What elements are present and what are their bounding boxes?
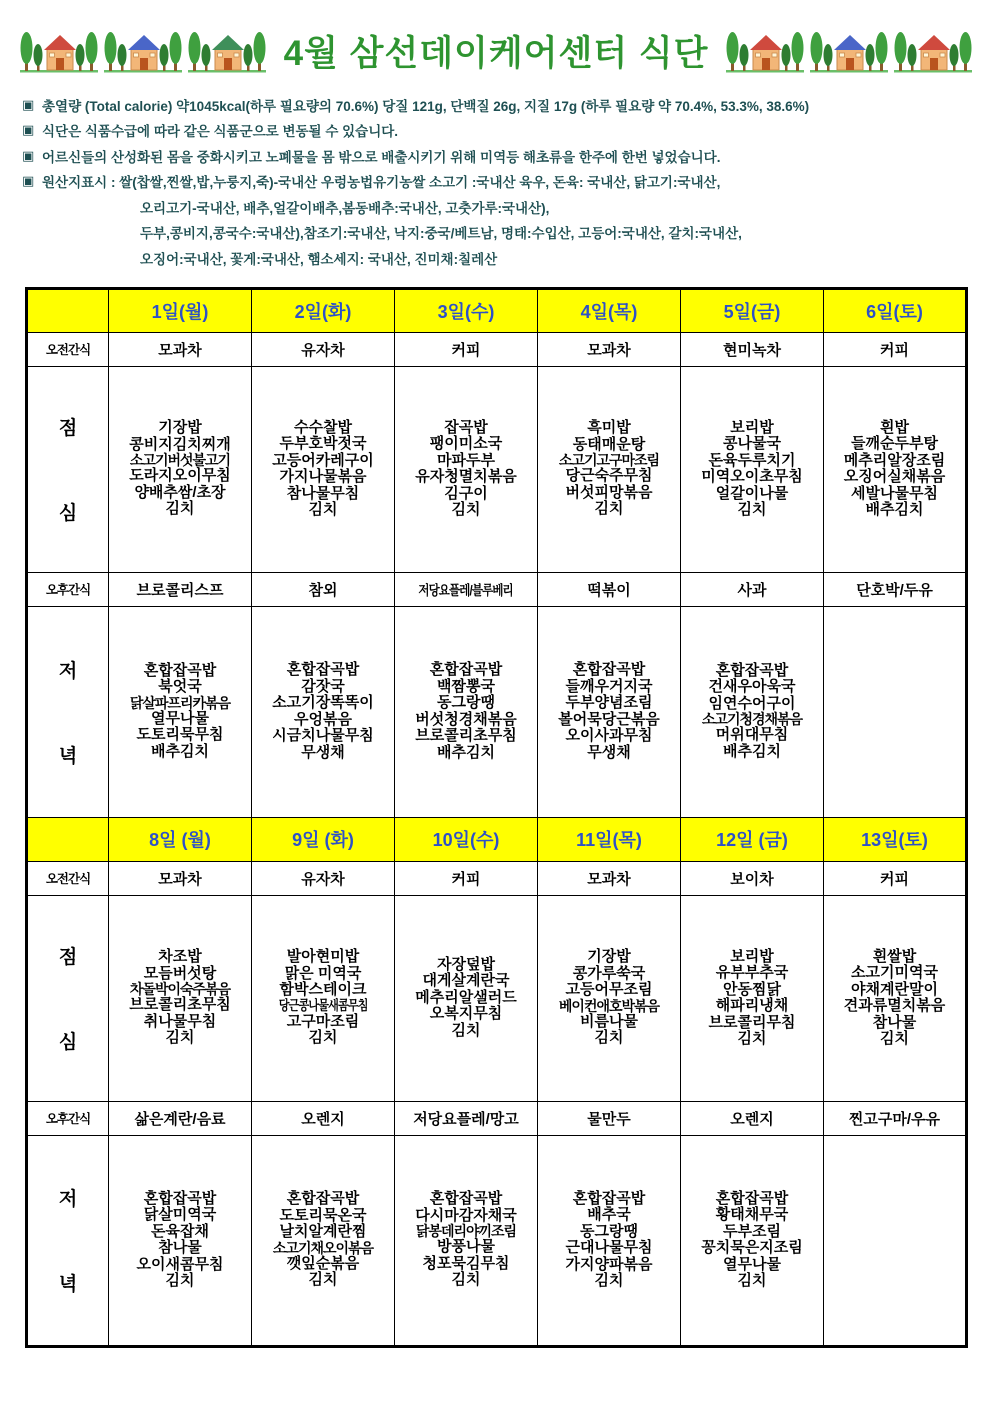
menu-item: 마파두부 bbox=[437, 451, 495, 469]
menu-cell bbox=[252, 1135, 395, 1346]
snack-text: 현미녹차 bbox=[723, 341, 781, 359]
snack-cell bbox=[824, 1101, 967, 1135]
menu-item: 돈육두루치기 bbox=[708, 451, 796, 469]
snack-text: 커피 bbox=[451, 341, 481, 359]
menu-item: 닭봉데리야끼조림 bbox=[415, 1223, 517, 1240]
menu-item: 혼합잡곡밥 bbox=[143, 661, 217, 679]
menu-item: 두부호박젓국 bbox=[279, 435, 367, 452]
note-text: 식단은 식품수급에 따라 같은 식품군으로 변동될 수 있습니다. bbox=[42, 124, 399, 140]
menu-item: 고등어카레구이 bbox=[272, 451, 374, 469]
menu-item: 브로콜리초무침 bbox=[415, 727, 517, 744]
menu-item: 황태채무국 bbox=[715, 1206, 789, 1223]
menu-cell bbox=[681, 1135, 824, 1346]
menu-cell bbox=[681, 895, 824, 1101]
menu-table bbox=[25, 287, 968, 1348]
menu-cell bbox=[252, 895, 395, 1101]
menu-item: 김치 bbox=[165, 500, 195, 518]
menu-item: 당근콩나물새콤무침 bbox=[278, 997, 368, 1013]
menu-item: 무생채 bbox=[301, 743, 345, 761]
menu-item: 양배추쌈/초장 bbox=[134, 483, 226, 501]
note-bullet-icon: ▣ bbox=[22, 96, 35, 112]
snack-text: 모과차 bbox=[158, 870, 202, 888]
note-line bbox=[22, 245, 992, 271]
menu-item: 근대나물무침 bbox=[565, 1239, 653, 1256]
menu-item: 맑은 미역국 bbox=[284, 964, 362, 982]
note-text: 두부,콩비지,콩국수:국내산),참조기:국내산, 낙지:중국/베트남, 명태:수입산, 고등어:국내산, 갈치:국내산, bbox=[140, 226, 742, 242]
day-header-row bbox=[27, 817, 967, 861]
snack-cell bbox=[681, 861, 824, 895]
snack-text: 커피 bbox=[880, 341, 909, 359]
menu-cell bbox=[395, 1135, 538, 1346]
snack-cell bbox=[109, 572, 252, 606]
menu-item: 닭살미역국 bbox=[143, 1206, 217, 1223]
menu-cell bbox=[824, 606, 967, 817]
menu-item: 오징어실채볶음 bbox=[843, 468, 946, 485]
snack-row bbox=[27, 861, 967, 895]
menu-cell bbox=[538, 606, 681, 817]
menu-item: 다시마감자채국 bbox=[415, 1206, 517, 1224]
menu-item: 동그랑땡 bbox=[437, 694, 495, 711]
menu-item: 소고기채오이볶음 bbox=[272, 1239, 374, 1256]
menu-item: 버섯청경채볶음 bbox=[415, 710, 517, 728]
menu-item: 야채계란말이 bbox=[851, 980, 938, 998]
menu-item: 김치 bbox=[594, 500, 624, 518]
snack-text: 유자차 bbox=[301, 341, 345, 359]
menu-item: 오복지무침 bbox=[429, 1005, 503, 1023]
menu-item: 배추김치 bbox=[437, 743, 495, 761]
menu-item: 감잣국 bbox=[301, 677, 345, 695]
snack-cell bbox=[252, 1101, 395, 1135]
menu-item: 날치알계란찜 bbox=[279, 1223, 367, 1241]
menu-item: 오이사과무침 bbox=[565, 727, 653, 744]
menu-item: 혼합잡곡밥 bbox=[715, 661, 789, 679]
day-header-cell: 5일(금) bbox=[681, 288, 824, 332]
row-label-char: 점 bbox=[58, 947, 78, 968]
menu-item: 함박스테이크 bbox=[279, 981, 367, 999]
menu-item: 소고기고구마조림 bbox=[558, 452, 660, 469]
menu-item: 흰쌀밥 bbox=[872, 947, 917, 965]
menu-table-body bbox=[27, 288, 967, 1346]
snack-cell bbox=[538, 861, 681, 895]
menu-item: 가지양파볶음 bbox=[565, 1255, 653, 1273]
menu-item: 김치 bbox=[737, 501, 767, 518]
menu-item: 고구마조림 bbox=[286, 1012, 360, 1030]
menu-item: 북엇국 bbox=[158, 678, 202, 696]
menu-item: 김치 bbox=[594, 1029, 624, 1047]
menu-item: 청포묵김무침 bbox=[422, 1254, 510, 1272]
house-trees-icon bbox=[892, 28, 974, 74]
snack-row bbox=[27, 572, 967, 606]
snack-text: 브로콜리스프 bbox=[136, 581, 224, 599]
note-text: 오징어:국내산, 꽃게:국내산, 햄소세지: 국내산, 진미채:칠레산 bbox=[140, 251, 498, 267]
menu-item: 세발나물무침 bbox=[851, 484, 938, 502]
note-line bbox=[22, 220, 992, 246]
dinner-row bbox=[27, 606, 967, 817]
house-trees-icon bbox=[102, 28, 184, 74]
menu-item: 참나물무침 bbox=[286, 484, 360, 502]
snack-cell bbox=[395, 1101, 538, 1135]
snack-text: 저당요플레/망고 bbox=[413, 1110, 519, 1128]
menu-item: 참나물 bbox=[158, 1239, 202, 1256]
snack-cell bbox=[109, 1101, 252, 1135]
row-label-char: 녁 bbox=[58, 1274, 78, 1295]
house-trees-icon bbox=[18, 28, 100, 74]
menu-item: 소고기버섯불고기 bbox=[129, 452, 231, 469]
menu-item: 브로콜리초무침 bbox=[129, 996, 231, 1014]
menu-item: 동태매운탕 bbox=[572, 435, 646, 453]
snack-text: 사과 bbox=[737, 581, 767, 599]
menu-item: 콩가루쑥국 bbox=[572, 964, 646, 982]
menu-item: 보리밥 bbox=[730, 418, 774, 436]
day-header-cell: 4일(목) bbox=[538, 288, 681, 332]
note-line bbox=[22, 118, 992, 144]
snack-text: 보이차 bbox=[730, 870, 774, 888]
snack-cell bbox=[681, 572, 824, 606]
row-label-char: 저 bbox=[58, 1189, 78, 1210]
snack-text: 단호박/두유 bbox=[856, 581, 933, 599]
note-text: 어르신들의 산성화된 몸을 중화시키고 노폐물을 몸 밖으로 배출시키기 위해 미역등 해초류을 한주에 한번 넣었습니다. bbox=[42, 149, 721, 165]
day-header-cell: 10일(수) bbox=[395, 817, 538, 861]
row-label-char: 심 bbox=[58, 1032, 78, 1053]
menu-item: 오이새콤무침 bbox=[136, 1255, 224, 1273]
menu-item: 임연수어구이 bbox=[708, 694, 796, 712]
snack-text: 떡볶이 bbox=[587, 581, 631, 599]
day-header-cell: 8일 (월) bbox=[109, 817, 252, 861]
row-label bbox=[27, 366, 109, 572]
menu-item: 김구이 bbox=[444, 484, 488, 502]
menu-item: 동그랑땡 bbox=[580, 1222, 638, 1240]
corner-cell bbox=[27, 817, 109, 861]
menu-cell bbox=[109, 895, 252, 1101]
menu-item: 건새우아욱국 bbox=[708, 678, 796, 696]
menu-item: 김치 bbox=[308, 501, 338, 518]
note-line bbox=[22, 194, 992, 220]
menu-item: 유부부추국 bbox=[715, 964, 789, 981]
menu-item: 콩비지김치찌개 bbox=[129, 435, 231, 453]
snack-cell bbox=[252, 332, 395, 366]
menu-item: 메추리알장조림 bbox=[843, 451, 946, 469]
menu-item: 고등어무조림 bbox=[565, 981, 653, 999]
menu-item: 기장밥 bbox=[587, 948, 631, 966]
row-label: 오전간식 bbox=[27, 332, 109, 366]
menu-item: 가지나물볶음 bbox=[279, 468, 367, 485]
snack-text: 모과차 bbox=[587, 341, 631, 359]
lunch-row bbox=[27, 895, 967, 1101]
menu-item: 안동찜닭 bbox=[723, 980, 781, 998]
menu-item: 버섯피망볶음 bbox=[565, 483, 653, 501]
snack-row bbox=[27, 332, 967, 366]
day-header-cell: 1일(월) bbox=[109, 288, 252, 332]
snack-text: 유자차 bbox=[301, 870, 345, 888]
menu-item: 혼합잡곡밥 bbox=[286, 661, 360, 678]
menu-item: 소고기청경채볶음 bbox=[701, 711, 803, 728]
menu-item: 배추김치 bbox=[723, 742, 781, 760]
menu-item: 도토리묵무침 bbox=[136, 726, 224, 744]
menu-cell bbox=[252, 366, 395, 572]
menu-item: 무생채 bbox=[587, 743, 631, 761]
menu-item: 꽁치묵은지조림 bbox=[701, 1239, 803, 1256]
snack-cell bbox=[109, 861, 252, 895]
menu-item: 콩나물국 bbox=[723, 435, 781, 452]
day-header-cell: 3일(수) bbox=[395, 288, 538, 332]
snack-text: 찐고구마/우유 bbox=[848, 1110, 941, 1128]
snack-cell bbox=[681, 332, 824, 366]
menu-item: 김치 bbox=[880, 1030, 909, 1047]
note-text: 원산지표시 : 쌀(찹쌀,찐쌀,밥,누룽지,죽)-국내산 우렁농법유기농쌀 소고기 :국내산 육우, 돈육: 국내산, 닭고기:국내산, bbox=[42, 175, 721, 191]
menu-item: 소고기미역국 bbox=[851, 964, 938, 981]
menu-item: 견과류멸치볶음 bbox=[843, 997, 946, 1014]
note-line bbox=[22, 143, 992, 169]
menu-item: 혼합잡곡밥 bbox=[429, 661, 503, 678]
snack-text: 참외 bbox=[308, 581, 338, 599]
menu-item: 혼합잡곡밥 bbox=[286, 1190, 360, 1208]
note-line bbox=[22, 169, 992, 195]
menu-cell bbox=[252, 606, 395, 817]
row-label bbox=[27, 895, 109, 1101]
menu-cell bbox=[538, 895, 681, 1101]
menu-cell bbox=[538, 1135, 681, 1346]
menu-cell bbox=[538, 366, 681, 572]
snack-cell bbox=[252, 861, 395, 895]
snack-text: 커피 bbox=[880, 870, 909, 888]
snack-text: 오렌지 bbox=[301, 1110, 345, 1128]
snack-cell bbox=[824, 332, 967, 366]
menu-item: 김치 bbox=[308, 1029, 338, 1047]
row-label: 오후간식 bbox=[27, 572, 109, 606]
menu-item: 혼합잡곡밥 bbox=[572, 1189, 646, 1207]
snack-cell bbox=[824, 572, 967, 606]
note-text: 오리고기-국내산, 배추,얼갈이배추,봄동배추:국내산, 고춧가루:국내산), bbox=[140, 200, 550, 216]
menu-cell bbox=[824, 895, 967, 1101]
menu-item: 유자청멸치볶음 bbox=[415, 468, 517, 485]
menu-item: 미역오이초무침 bbox=[701, 468, 803, 485]
menu-item: 발아현미밥 bbox=[286, 948, 360, 966]
house-trees-icon bbox=[724, 28, 806, 74]
menu-item: 김치 bbox=[308, 1271, 338, 1289]
day-header-cell: 6일(토) bbox=[824, 288, 967, 332]
menu-item: 닭살파프리카볶음 bbox=[129, 694, 231, 711]
snack-text: 커피 bbox=[451, 870, 481, 888]
menu-item: 팽이미소국 bbox=[429, 435, 503, 452]
snack-cell bbox=[538, 332, 681, 366]
note-bullet-icon: ▣ bbox=[22, 173, 35, 189]
snack-text: 저당요플레/블루베리 bbox=[418, 583, 514, 598]
menu-item: 열무나물 bbox=[723, 1255, 781, 1273]
menu-cell bbox=[395, 606, 538, 817]
left-decoration bbox=[18, 28, 268, 74]
menu-item: 들깨순두부탕 bbox=[851, 435, 938, 452]
row-label bbox=[27, 606, 109, 817]
menu-item: 당근숙주무침 bbox=[565, 467, 653, 485]
snack-cell bbox=[395, 332, 538, 366]
menu-item: 김치 bbox=[737, 1272, 767, 1289]
dinner-row bbox=[27, 1135, 967, 1346]
menu-item: 배추김치 bbox=[865, 501, 924, 518]
snack-cell bbox=[252, 572, 395, 606]
menu-item: 참나물 bbox=[872, 1013, 917, 1031]
day-header-cell: 2일(화) bbox=[252, 288, 395, 332]
title-row bbox=[0, 26, 992, 76]
right-decoration bbox=[724, 28, 974, 74]
menu-item: 모듬버섯탕 bbox=[143, 964, 217, 982]
menu-item: 머위대무침 bbox=[715, 726, 789, 744]
menu-cell bbox=[681, 606, 824, 817]
lunch-row bbox=[27, 366, 967, 572]
menu-item: 흑미밥 bbox=[587, 419, 631, 437]
row-label-char: 녁 bbox=[58, 745, 78, 767]
menu-item: 혼합잡곡밥 bbox=[143, 1189, 217, 1207]
menu-item: 도라지오이무침 bbox=[129, 467, 231, 485]
menu-item: 우엉볶음 bbox=[294, 710, 352, 728]
snack-cell bbox=[395, 861, 538, 895]
menu-item: 김치 bbox=[451, 1271, 481, 1289]
note-bullet-icon: ▣ bbox=[22, 147, 35, 163]
menu-item: 메추리알샐러드 bbox=[415, 988, 517, 1006]
day-header-cell: 12일 (금) bbox=[681, 817, 824, 861]
menu-item: 기장밥 bbox=[158, 419, 202, 437]
menu-item: 잡곡밥 bbox=[444, 418, 488, 436]
note-bullet-icon: ▣ bbox=[22, 122, 35, 138]
menu-item: 김치 bbox=[594, 1272, 624, 1289]
menu-item: 소고기장똑똑이 bbox=[272, 694, 374, 711]
menu-item: 비름나물 bbox=[580, 1012, 638, 1030]
snack-row bbox=[27, 1101, 967, 1135]
snack-cell bbox=[395, 572, 538, 606]
notes bbox=[22, 92, 992, 271]
menu-item: 배추김치 bbox=[151, 742, 209, 760]
note-line bbox=[22, 92, 992, 118]
menu-item: 돈육잡채 bbox=[151, 1222, 209, 1240]
menu-item: 들깨우거지국 bbox=[565, 677, 653, 695]
menu-item: 브로콜리무침 bbox=[708, 1013, 796, 1031]
menu-item: 취나물무침 bbox=[143, 1012, 217, 1030]
menu-item: 도토리묵온국 bbox=[279, 1206, 367, 1224]
menu-cell bbox=[395, 366, 538, 572]
row-label: 오후간식 bbox=[27, 1101, 109, 1135]
menu-item: 수수찰밥 bbox=[294, 418, 352, 436]
menu-item: 자장덮밥 bbox=[437, 955, 495, 973]
row-label: 오전간식 bbox=[27, 861, 109, 895]
menu-item: 두부양념조림 bbox=[565, 694, 653, 711]
menu-item: 차조밥 bbox=[158, 948, 202, 966]
menu-item: 김치 bbox=[451, 501, 481, 518]
menu-item: 김치 bbox=[165, 1272, 195, 1289]
day-header-cell: 11일(목) bbox=[538, 817, 681, 861]
menu-item: 혼합잡곡밥 bbox=[715, 1189, 789, 1207]
menu-item: 차돌박이숙주볶음 bbox=[129, 981, 231, 998]
menu-item: 볼어묵당근볶음 bbox=[558, 710, 660, 728]
page-title: 4월 삼선데이케어센터 식단 bbox=[283, 34, 709, 73]
snack-cell bbox=[824, 861, 967, 895]
house-trees-icon bbox=[186, 28, 268, 74]
row-label-char: 심 bbox=[58, 503, 78, 524]
menu-item: 혼합잡곡밥 bbox=[572, 661, 646, 678]
snack-text: 모과차 bbox=[158, 341, 202, 359]
menu-cell bbox=[109, 366, 252, 572]
snack-text: 모과차 bbox=[587, 870, 631, 888]
snack-cell bbox=[538, 1101, 681, 1135]
menu-item: 혼합잡곡밥 bbox=[429, 1190, 503, 1208]
menu-item: 대게살계란국 bbox=[422, 972, 510, 990]
row-label-char: 점 bbox=[58, 418, 78, 439]
snack-text: 물만두 bbox=[587, 1110, 631, 1128]
menu-item: 김치 bbox=[165, 1029, 195, 1047]
menu-item: 얼갈이나물 bbox=[715, 484, 789, 502]
house-trees-icon bbox=[808, 28, 890, 74]
menu-item: 두부조림 bbox=[723, 1222, 781, 1240]
snack-text: 오렌지 bbox=[730, 1110, 774, 1128]
menu-item: 김치 bbox=[737, 1030, 767, 1047]
menu-item: 베이컨애호박볶음 bbox=[558, 997, 660, 1014]
corner-cell bbox=[27, 288, 109, 332]
menu-cell bbox=[109, 606, 252, 817]
menu-cell bbox=[824, 1135, 967, 1346]
menu-item: 방풍나물 bbox=[437, 1238, 495, 1256]
menu-item: 김치 bbox=[451, 1021, 481, 1039]
snack-text: 삶은계란/음료 bbox=[134, 1110, 226, 1128]
note-text: 총열량 (Total calorie) 약1045kcal(하루 필요량의 70.6%) 당질 121g, 단백질 26g, 지질 17g (하루 필요량 약 70.4%, 53.3%, 38.6%) bbox=[42, 98, 810, 114]
menu-item: 보리밥 bbox=[730, 947, 774, 965]
snack-cell bbox=[538, 572, 681, 606]
snack-cell bbox=[109, 332, 252, 366]
menu-item: 흰밥 bbox=[880, 418, 909, 436]
day-header-row bbox=[27, 288, 967, 332]
menu-item: 해파리냉채 bbox=[715, 997, 789, 1014]
menu-item: 백짬뽕국 bbox=[437, 677, 495, 695]
menu-cell bbox=[395, 895, 538, 1101]
row-label bbox=[27, 1135, 109, 1346]
menu-item: 깻잎순볶음 bbox=[286, 1254, 360, 1272]
day-header-cell: 9일 (화) bbox=[252, 817, 395, 861]
menu-cell bbox=[681, 366, 824, 572]
menu-item: 열무나물 bbox=[151, 709, 209, 727]
menu-item: 시금치나물무침 bbox=[272, 727, 374, 744]
snack-cell bbox=[681, 1101, 824, 1135]
day-header-cell: 13일(토) bbox=[824, 817, 967, 861]
row-label-char: 저 bbox=[58, 660, 78, 682]
menu-cell bbox=[109, 1135, 252, 1346]
menu-item: 배추국 bbox=[587, 1206, 631, 1223]
menu-cell bbox=[824, 366, 967, 572]
